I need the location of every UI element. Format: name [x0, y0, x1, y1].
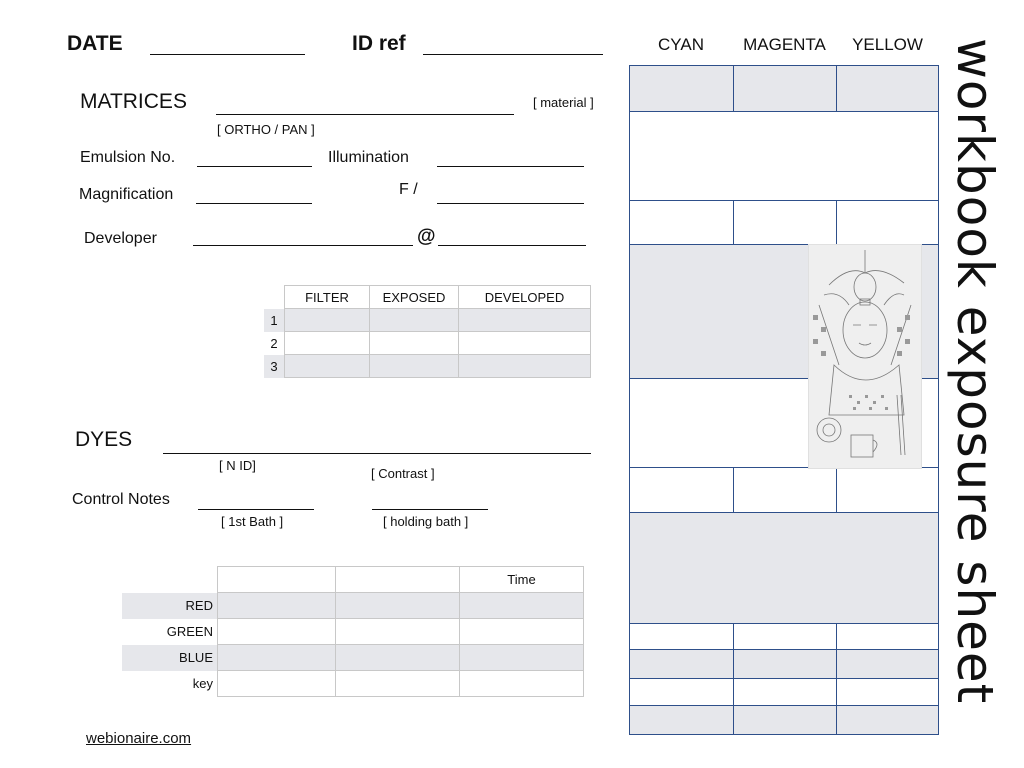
developed-cell[interactable]	[459, 355, 591, 378]
grid-cell-yellow[interactable]	[836, 623, 939, 650]
developer-line[interactable]	[193, 245, 413, 246]
grid-cell-yellow[interactable]	[836, 65, 939, 112]
grid-cell-yellow[interactable]	[836, 649, 939, 679]
table-corner	[264, 286, 285, 309]
grid-cell-cyan[interactable]	[629, 65, 734, 112]
grid-cell-wide[interactable]	[629, 512, 939, 624]
cyan-header: CYAN	[658, 35, 704, 54]
developed-cell[interactable]	[459, 309, 591, 332]
dye-cell[interactable]	[336, 645, 460, 671]
table-row	[122, 593, 584, 619]
grid-cell-yellow[interactable]	[836, 678, 939, 706]
dyes-label: DYES	[75, 428, 133, 451]
exposed-cell[interactable]	[370, 309, 459, 332]
illumination-label: Illumination	[328, 149, 409, 166]
developed-header: DEVELOPED	[459, 286, 591, 309]
developer-label: Developer	[84, 230, 157, 247]
illumination-line[interactable]	[437, 166, 584, 167]
exposed-cell[interactable]	[370, 332, 459, 355]
filter-cell[interactable]	[285, 355, 370, 378]
sheet-title: workbook exposure sheet	[946, 38, 1004, 705]
table-row	[122, 671, 584, 697]
holding-bath-note: [ holding bath ]	[383, 514, 469, 529]
dye-cell[interactable]	[336, 593, 460, 619]
table-row	[264, 332, 591, 355]
emulsion-line[interactable]	[197, 166, 312, 167]
first-bath-line[interactable]	[198, 509, 314, 510]
material-note: [ material ]	[533, 95, 594, 110]
dye-cell[interactable]	[336, 619, 460, 645]
dye-cell[interactable]	[336, 567, 460, 593]
ortho-pan-note: [ ORTHO / PAN ]	[217, 122, 315, 137]
row-label-green: GREEN	[166, 624, 213, 639]
table-row	[264, 309, 591, 332]
dye-table	[122, 566, 584, 697]
first-bath-note: [ 1st Bath ]	[221, 514, 284, 529]
dye-cell[interactable]	[336, 671, 460, 697]
row-label-blank	[122, 567, 218, 593]
dye-cell[interactable]	[218, 645, 336, 671]
dye-cell[interactable]	[218, 567, 336, 593]
grid-cell-cyan[interactable]	[629, 705, 734, 735]
grid-cell-wide[interactable]	[629, 111, 939, 201]
grid-cell-magenta[interactable]	[733, 65, 837, 112]
date-label: DATE	[67, 32, 123, 55]
holding-bath-line[interactable]	[372, 509, 488, 510]
dye-cell[interactable]	[218, 671, 336, 697]
dyes-line[interactable]	[163, 453, 591, 454]
table-row	[264, 355, 591, 378]
table-row	[122, 645, 584, 671]
grid-cell-cyan[interactable]	[629, 678, 734, 706]
row-number: 2	[270, 335, 278, 351]
filter-header: FILTER	[285, 286, 370, 309]
dye-cell[interactable]	[218, 593, 336, 619]
yellow-header: YELLOW	[852, 35, 923, 54]
row-label-blue: BLUE	[122, 645, 218, 671]
grid-cell-cyan[interactable]	[629, 623, 734, 650]
at-sign: @	[417, 226, 436, 247]
idref-label: ID ref	[352, 32, 406, 55]
idref-line[interactable]	[423, 54, 603, 55]
table-row	[122, 567, 584, 593]
row-number: 1	[264, 309, 285, 332]
matrices-line[interactable]	[216, 114, 514, 115]
time-cell[interactable]	[460, 645, 584, 671]
f-stop-label: F /	[399, 181, 418, 198]
control-notes-label: Control Notes	[72, 491, 170, 508]
grid-cell-magenta[interactable]	[733, 705, 837, 735]
emulsion-label: Emulsion No.	[80, 149, 176, 166]
table-row	[122, 619, 584, 645]
contrast-note: [ Contrast ]	[371, 466, 435, 481]
nid-note: [ N ID]	[219, 458, 256, 473]
magnification-line[interactable]	[196, 203, 312, 204]
filter-cell[interactable]	[285, 332, 370, 355]
filter-cell[interactable]	[285, 309, 370, 332]
date-line[interactable]	[150, 54, 305, 55]
row-label-red: RED	[122, 593, 218, 619]
time-header: Time	[460, 567, 584, 593]
row-label-key: key	[192, 676, 213, 691]
time-cell[interactable]	[460, 593, 584, 619]
developer-temp-line[interactable]	[438, 245, 586, 246]
grid-cell-magenta[interactable]	[733, 678, 837, 706]
grid-cell-yellow[interactable]	[836, 705, 939, 735]
grid-cell-magenta[interactable]	[733, 467, 837, 513]
grid-cell-cyan[interactable]	[629, 467, 734, 513]
grid-cell-magenta[interactable]	[733, 649, 837, 679]
exposed-cell[interactable]	[370, 355, 459, 378]
exposed-header: EXPOSED	[370, 286, 459, 309]
lightbulb-sketch-illustration	[808, 244, 922, 469]
exposure-table	[264, 285, 591, 378]
magenta-header: MAGENTA	[743, 35, 826, 54]
grid-cell-magenta[interactable]	[733, 200, 837, 245]
matrices-label: MATRICES	[80, 90, 187, 113]
grid-cell-magenta[interactable]	[733, 623, 837, 650]
grid-cell-cyan[interactable]	[629, 649, 734, 679]
f-stop-line[interactable]	[437, 203, 584, 204]
grid-cell-yellow[interactable]	[836, 200, 939, 245]
sketch-drawing	[809, 245, 921, 468]
time-cell[interactable]	[460, 671, 584, 697]
magnification-label: Magnification	[79, 186, 174, 203]
dye-cell[interactable]	[218, 619, 336, 645]
time-cell[interactable]	[460, 619, 584, 645]
footer-link[interactable]: webionaire.com	[86, 730, 192, 747]
grid-cell-cyan[interactable]	[629, 200, 734, 245]
developed-cell[interactable]	[459, 332, 591, 355]
row-number: 3	[264, 355, 285, 378]
grid-cell-yellow[interactable]	[836, 467, 939, 513]
